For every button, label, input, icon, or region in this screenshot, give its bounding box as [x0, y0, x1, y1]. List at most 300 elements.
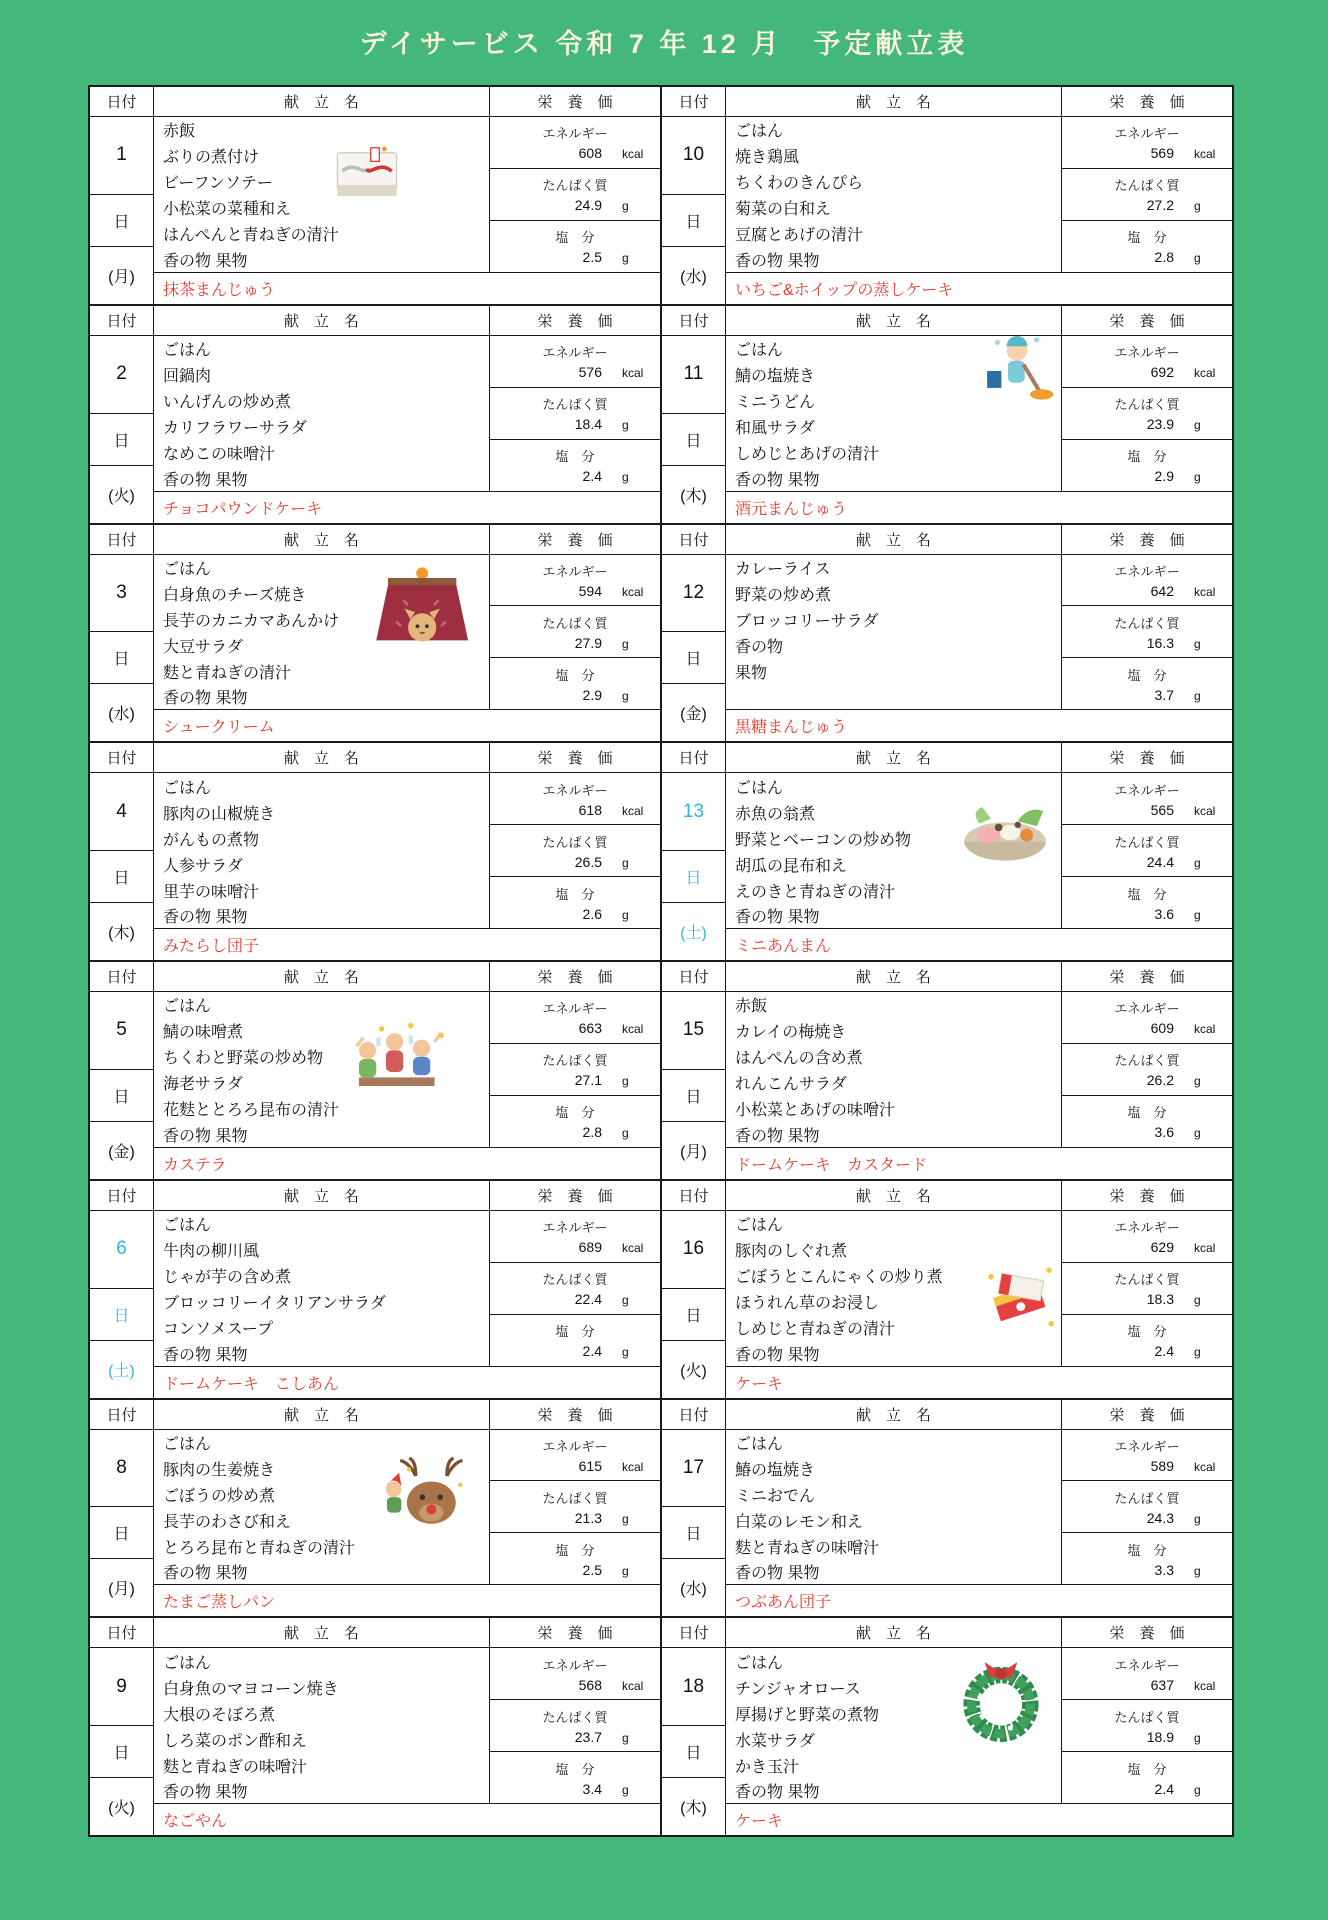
salt-cell-value: [1062, 1781, 1232, 1797]
salt-cell-unit: g: [1194, 470, 1201, 485]
menu-item: 豆腐とあげの清汁: [726, 221, 1062, 247]
protein-cell-label: たんぱく質: [1114, 1272, 1180, 1288]
salt-cell-value: [1062, 249, 1232, 265]
salt-cell-number: 2.4: [1154, 1780, 1174, 1797]
protein-cell-label: たんぱく質: [1114, 397, 1180, 413]
nutrition-column-header: 栄 養 価: [1062, 1618, 1232, 1648]
date-weekday: (金): [90, 1122, 154, 1179]
salt-cell-unit: g: [622, 1126, 629, 1141]
menu-item: ごはん: [154, 773, 490, 799]
salt-cell-number: 2.8: [1154, 249, 1174, 266]
salt-cell: [490, 221, 660, 273]
date-number: 15: [662, 992, 726, 1070]
menu-item: 小松菜の菜種和え: [154, 195, 490, 221]
salt-cell-unit: g: [1194, 1563, 1201, 1578]
protein-cell-label: たんぱく質: [1114, 1709, 1180, 1725]
energy-cell-number: 608: [578, 145, 602, 162]
protein-cell-value: [1062, 197, 1232, 213]
menu-item: 香の物 果物: [726, 1122, 1062, 1148]
energy-cell-value: [490, 145, 660, 161]
menu-item: はんぺんと青ねぎの清汁: [154, 221, 490, 247]
nutrition-column-header: 栄 養 価: [490, 87, 660, 117]
date-column-header: 日付: [90, 1618, 154, 1648]
menu-item: ミニおでん: [726, 1481, 1062, 1507]
menu-item: ごはん: [726, 117, 1062, 143]
date-day-suffix: 日: [90, 851, 154, 903]
protein-cell-value: [1062, 854, 1232, 870]
energy-cell-value: [1062, 1020, 1232, 1036]
salt-cell-number: 2.9: [582, 686, 602, 703]
dessert-item: カステラ: [163, 1156, 227, 1174]
date-column-header: 日付: [662, 306, 726, 336]
energy-cell-number: 589: [1150, 1457, 1174, 1474]
protein-cell-unit: g: [1194, 1074, 1201, 1089]
energy-cell: [1062, 336, 1232, 388]
energy-cell-value: [1062, 145, 1232, 161]
date-day-suffix: 日: [662, 632, 726, 684]
salt-cell-value: [1062, 906, 1232, 922]
salt-cell: [490, 1533, 660, 1585]
protein-cell: [490, 1481, 660, 1533]
salt-cell-number: 3.4: [582, 1780, 602, 1797]
energy-cell-value: [1062, 802, 1232, 818]
energy-cell-label: エネルギー: [1114, 563, 1180, 579]
energy-cell-value: [1062, 1458, 1232, 1474]
energy-cell: [490, 992, 660, 1044]
salt-cell-unit: g: [622, 470, 629, 485]
date-number: 18: [662, 1648, 726, 1726]
energy-cell-label: エネルギー: [542, 345, 608, 361]
menu-item: 麩と青ねぎの味噌汁: [726, 1533, 1062, 1559]
protein-cell-value: [1062, 1291, 1232, 1307]
menu-item: ごはん: [154, 1430, 490, 1456]
protein-cell: [1062, 1263, 1232, 1315]
date-day-suffix: 日: [662, 414, 726, 466]
salt-cell: [1062, 440, 1232, 492]
menu-card-day-2: [89, 305, 661, 524]
date-day-suffix: 日: [90, 1289, 154, 1341]
energy-cell-label: エネルギー: [1114, 1220, 1180, 1236]
menu-card-day-18: [661, 1617, 1233, 1836]
date-number: 5: [90, 992, 154, 1070]
energy-cell-unit: kcal: [1194, 1459, 1216, 1474]
menu-item: 菊菜の白和え: [726, 195, 1062, 221]
menu-item: 香の物 果物: [726, 1559, 1062, 1585]
energy-cell-label: エネルギー: [1114, 1657, 1180, 1673]
energy-cell-unit: kcal: [622, 1241, 644, 1256]
date-number: 4: [90, 773, 154, 851]
salt-cell-number: 2.5: [582, 1561, 602, 1578]
menu-item: 和風サラダ: [726, 414, 1062, 440]
menu-item: ごはん: [726, 1430, 1062, 1456]
menu-item: 里芋の味噌汁: [154, 877, 490, 903]
salt-cell-number: 2.4: [582, 1343, 602, 1360]
menu-item: ごはん: [726, 773, 1062, 799]
protein-cell-number: 27.2: [1146, 197, 1174, 214]
protein-cell-number: 16.3: [1146, 634, 1174, 651]
date-number: 12: [662, 555, 726, 633]
energy-cell-number: 594: [578, 582, 602, 599]
energy-cell-number: 609: [1150, 1020, 1174, 1037]
salt-cell-unit: g: [622, 251, 629, 266]
salt-cell-unit: g: [622, 907, 629, 922]
nutrition-column-header: 栄 養 価: [1062, 87, 1232, 117]
protein-cell-label: たんぱく質: [542, 1053, 608, 1069]
protein-cell-label: たんぱく質: [542, 834, 608, 850]
energy-cell-number: 568: [578, 1676, 602, 1693]
menu-card-day-13: [661, 742, 1233, 961]
protein-cell-value: [1062, 1072, 1232, 1088]
menu-item: ごぼうとこんにゃくの炒り煮: [726, 1263, 1062, 1289]
protein-cell-unit: g: [1194, 418, 1201, 433]
energy-cell-number: 689: [578, 1239, 602, 1256]
energy-cell: [1062, 555, 1232, 607]
date-day-suffix: 日: [90, 1507, 154, 1559]
protein-cell-number: 27.9: [574, 634, 602, 651]
salt-cell-unit: g: [622, 1782, 629, 1797]
menu-card-day-5: [89, 961, 661, 1180]
protein-cell-label: たんぱく質: [1114, 615, 1180, 631]
date-number: 2: [90, 336, 154, 414]
salt-cell-label: 塩 分: [1127, 667, 1167, 683]
menu-item: 人参サラダ: [154, 851, 490, 877]
salt-cell: [490, 877, 660, 929]
salt-cell-unit: g: [622, 688, 629, 703]
menu-item: 大根のそぼろ煮: [154, 1700, 490, 1726]
energy-cell-number: 565: [1150, 801, 1174, 818]
menu-column-header: 献 立 名: [726, 306, 1062, 336]
menu-item: ごはん: [154, 992, 490, 1018]
protein-cell: [490, 1263, 660, 1315]
date-number: 9: [90, 1648, 154, 1726]
menu-item: ちくわと野菜の炒め物: [154, 1044, 490, 1070]
energy-cell-label: エネルギー: [542, 1220, 608, 1236]
protein-cell: [490, 388, 660, 440]
date-weekday: (水): [90, 684, 154, 741]
menu-item: ごはん: [726, 1211, 1062, 1237]
salt-cell-label: 塩 分: [1127, 886, 1167, 902]
date-weekday: (月): [90, 247, 154, 304]
menu-card-day-3: [89, 524, 661, 743]
date-weekday: (月): [662, 1122, 726, 1179]
protein-cell-unit: g: [1194, 855, 1201, 870]
protein-cell-number: 26.2: [1146, 1072, 1174, 1089]
menu-item: 白身魚のマヨコーン焼き: [154, 1674, 490, 1700]
date-weekday: (木): [90, 903, 154, 960]
salt-cell-value: [490, 1124, 660, 1140]
salt-cell-number: 2.9: [1154, 468, 1174, 485]
salt-cell-value: [1062, 1124, 1232, 1140]
menu-card-day-9: [89, 1617, 661, 1836]
menu-card-day-8: [89, 1399, 661, 1618]
dessert-item: なごやん: [163, 1813, 228, 1830]
date-weekday: (木): [662, 1778, 726, 1835]
salt-cell-value: [1062, 468, 1232, 484]
protein-cell-label: たんぱく質: [1114, 834, 1180, 850]
menu-item: 麩と青ねぎの清汁: [154, 658, 490, 684]
salt-cell-unit: g: [1194, 1782, 1201, 1797]
dessert-item: みたらし団子: [163, 938, 260, 955]
energy-cell-value: [1062, 364, 1232, 380]
salt-cell: [490, 1096, 660, 1148]
energy-cell-value: [1062, 583, 1232, 599]
energy-cell-number: 629: [1150, 1239, 1174, 1256]
salt-cell-value: [490, 249, 660, 265]
salt-cell: [490, 658, 660, 710]
salt-cell-label: 塩 分: [1127, 1105, 1167, 1121]
protein-cell-unit: g: [622, 1511, 629, 1526]
energy-cell-value: [490, 1020, 660, 1036]
dessert-item: ミニあんまん: [735, 938, 832, 955]
menu-item: れんこんサラダ: [726, 1070, 1062, 1096]
menu-card-day-15: [661, 961, 1233, 1180]
protein-cell-label: たんぱく質: [542, 1272, 608, 1288]
salt-cell-number: 2.8: [582, 1124, 602, 1141]
menu-item: なめこの味噌汁: [154, 440, 490, 466]
salt-cell-number: 3.3: [1154, 1561, 1174, 1578]
energy-cell-label: エネルギー: [542, 782, 608, 798]
date-number: 3: [90, 555, 154, 633]
protein-cell-number: 24.3: [1146, 1509, 1174, 1526]
protein-cell-value: [490, 1291, 660, 1307]
salt-cell: [1062, 1752, 1232, 1804]
salt-cell-number: 3.6: [1154, 905, 1174, 922]
menu-item: 豚肉の生姜焼き: [154, 1455, 490, 1481]
salt-cell: [490, 1315, 660, 1367]
energy-cell-unit: kcal: [1194, 1022, 1216, 1037]
menu-item: 焼き鶏風: [726, 143, 1062, 169]
protein-cell-value: [490, 416, 660, 432]
dessert-item: ドームケーキ カスタード: [735, 1156, 928, 1174]
salt-cell-number: 2.5: [582, 249, 602, 266]
menu-item: 白菜のレモン和え: [726, 1507, 1062, 1533]
protein-cell-unit: g: [1194, 636, 1201, 651]
protein-cell-number: 21.3: [574, 1509, 602, 1526]
menu-item: 厚揚げと野菜の煮物: [726, 1700, 1062, 1726]
protein-cell-label: たんぱく質: [542, 615, 608, 631]
energy-cell: [1062, 992, 1232, 1044]
salt-cell-number: 2.6: [582, 905, 602, 922]
salt-cell: [1062, 221, 1232, 273]
salt-cell-number: 2.4: [582, 468, 602, 485]
date-weekday: (木): [662, 466, 726, 523]
protein-cell-value: [490, 1729, 660, 1745]
protein-cell-unit: g: [1194, 1293, 1201, 1308]
menu-item: 香の物 果物: [726, 1341, 1062, 1367]
protein-cell-label: たんぱく質: [542, 397, 608, 413]
nutrition-column-header: 栄 養 価: [1062, 525, 1232, 555]
salt-cell-label: 塩 分: [555, 1542, 595, 1558]
date-column-header: 日付: [90, 962, 154, 992]
menu-item: 香の物 果物: [154, 1778, 490, 1804]
protein-cell-value: [1062, 1510, 1232, 1526]
nutrition-column-header: 栄 養 価: [490, 1181, 660, 1211]
menu-item: 香の物 果物: [726, 1778, 1062, 1804]
protein-cell-unit: g: [622, 636, 629, 651]
date-day-suffix: 日: [90, 195, 154, 247]
menu-item: しめじと青ねぎの清汁: [726, 1315, 1062, 1341]
salt-cell-label: 塩 分: [1127, 1761, 1167, 1777]
dessert-item: チョコパウンドケーキ: [163, 500, 323, 518]
menu-item: 長芋のわさび和え: [154, 1507, 490, 1533]
menu-item: 赤飯: [726, 992, 1062, 1018]
menu-item: しろ菜のポン酢和え: [154, 1726, 490, 1752]
menu-item: 水菜サラダ: [726, 1726, 1062, 1752]
energy-cell-value: [490, 364, 660, 380]
dessert-item: 抹茶まんじゅう: [163, 281, 276, 299]
menu-item: ブロッコリーイタリアンサラダ: [154, 1289, 490, 1315]
date-day-suffix: 日: [662, 1289, 726, 1341]
menu-column-header: 献 立 名: [154, 1181, 490, 1211]
protein-cell-unit: g: [1194, 199, 1201, 214]
menu-column-header: 献 立 名: [154, 87, 490, 117]
dessert-item: ケーキ: [735, 1375, 784, 1393]
date-column-header: 日付: [662, 743, 726, 773]
energy-cell-value: [490, 1458, 660, 1474]
energy-cell-unit: kcal: [622, 366, 644, 381]
date-weekday: (土): [662, 903, 726, 960]
nutrition-column-header: 栄 養 価: [490, 1618, 660, 1648]
protein-cell: [1062, 1044, 1232, 1096]
menu-item: 鰆の塩焼き: [726, 1455, 1062, 1481]
protein-cell-value: [490, 635, 660, 651]
energy-cell: [490, 1648, 660, 1700]
energy-cell: [490, 555, 660, 607]
energy-cell-unit: kcal: [1194, 584, 1216, 599]
salt-cell-label: 塩 分: [1127, 449, 1167, 465]
menu-item: しめじとあげの清汁: [726, 440, 1062, 466]
date-weekday: (土): [90, 1341, 154, 1398]
menu-item: [726, 684, 1062, 710]
protein-cell-unit: g: [622, 1074, 629, 1089]
energy-cell-label: エネルギー: [1114, 126, 1180, 142]
menu-item: ミニうどん: [726, 388, 1062, 414]
date-column-header: 日付: [90, 87, 154, 117]
menu-item: 香の物 果物: [154, 247, 490, 273]
energy-cell: [490, 336, 660, 388]
date-day-suffix: 日: [662, 195, 726, 247]
menu-item: 野菜とベーコンの炒め物: [726, 825, 1062, 851]
menu-column-header: 献 立 名: [154, 1400, 490, 1430]
date-weekday: (火): [662, 1341, 726, 1398]
menu-item: 香の物 果物: [154, 684, 490, 710]
date-weekday: (火): [90, 466, 154, 523]
date-day-suffix: 日: [90, 632, 154, 684]
energy-cell-unit: kcal: [1194, 1241, 1216, 1256]
date-number: 11: [662, 336, 726, 414]
nutrition-column-header: 栄 養 価: [1062, 306, 1232, 336]
date-weekday: (金): [662, 684, 726, 741]
date-column-header: 日付: [90, 1181, 154, 1211]
protein-cell: [490, 825, 660, 877]
energy-cell-number: 663: [578, 1020, 602, 1037]
date-number: 13: [662, 773, 726, 851]
salt-cell-unit: g: [622, 1563, 629, 1578]
energy-cell-value: [490, 1677, 660, 1693]
energy-cell-label: エネルギー: [1114, 1438, 1180, 1454]
protein-cell-unit: g: [622, 418, 629, 433]
energy-cell: [490, 1430, 660, 1482]
salt-cell: [1062, 658, 1232, 710]
date-day-suffix: 日: [90, 1726, 154, 1778]
energy-cell: [490, 117, 660, 169]
menu-item: 果物: [726, 658, 1062, 684]
dessert-item: つぶあん団子: [735, 1594, 832, 1612]
menu-column-header: 献 立 名: [154, 962, 490, 992]
menu-column-header: 献 立 名: [154, 1618, 490, 1648]
menu-item: 香の物 果物: [726, 903, 1062, 929]
protein-cell-value: [1062, 416, 1232, 432]
menu-item: 香の物 果物: [726, 466, 1062, 492]
menu-table: [88, 85, 1234, 1837]
date-weekday: (月): [90, 1559, 154, 1616]
menu-column-header: 献 立 名: [726, 1400, 1062, 1430]
menu-item: ブロッコリーサラダ: [726, 606, 1062, 632]
salt-cell-label: 塩 分: [555, 1324, 595, 1340]
menu-item: ごはん: [154, 336, 490, 362]
date-number: 16: [662, 1211, 726, 1289]
menu-item: ビーフンソテー: [154, 169, 490, 195]
menu-card-day-17: [661, 1399, 1233, 1618]
menu-item: ごはん: [726, 336, 1062, 362]
menu-card-day-1: [89, 86, 661, 305]
menu-item: 野菜の炒め煮: [726, 580, 1062, 606]
menu-column-header: 献 立 名: [726, 87, 1062, 117]
energy-cell-label: エネルギー: [542, 563, 608, 579]
protein-cell: [1062, 1700, 1232, 1752]
menu-column-header: 献 立 名: [726, 525, 1062, 555]
menu-item: ごはん: [726, 1648, 1062, 1674]
date-weekday: (水): [662, 1559, 726, 1616]
protein-cell: [490, 606, 660, 658]
date-column-header: 日付: [662, 1181, 726, 1211]
menu-item: ごはん: [154, 1211, 490, 1237]
date-weekday: (火): [90, 1778, 154, 1835]
salt-cell-label: 塩 分: [1127, 1542, 1167, 1558]
energy-cell-unit: kcal: [622, 1678, 644, 1693]
protein-cell-value: [490, 1072, 660, 1088]
energy-cell-unit: kcal: [1194, 147, 1216, 162]
menu-item: ごはん: [154, 1648, 490, 1674]
menu-column-header: 献 立 名: [726, 1181, 1062, 1211]
protein-cell-label: たんぱく質: [542, 1490, 608, 1506]
nutrition-column-header: 栄 養 価: [490, 1400, 660, 1430]
protein-cell: [490, 169, 660, 221]
dessert-item: いちご&ホイップの蒸しケーキ: [735, 281, 954, 299]
date-column-header: 日付: [90, 1400, 154, 1430]
menu-item: 赤魚の翁煮: [726, 799, 1062, 825]
salt-cell-label: 塩 分: [555, 449, 595, 465]
nutrition-column-header: 栄 養 価: [490, 306, 660, 336]
date-column-header: 日付: [662, 962, 726, 992]
energy-cell-number: 692: [1150, 364, 1174, 381]
energy-cell: [490, 1211, 660, 1263]
energy-cell-number: 618: [578, 801, 602, 818]
menu-item: 大豆サラダ: [154, 632, 490, 658]
salt-cell-value: [1062, 687, 1232, 703]
salt-cell-value: [490, 468, 660, 484]
menu-item: 香の物 果物: [154, 1559, 490, 1585]
date-weekday: (水): [662, 247, 726, 304]
salt-cell-label: 塩 分: [555, 230, 595, 246]
energy-cell-unit: kcal: [622, 147, 644, 162]
salt-cell-value: [490, 906, 660, 922]
menu-item: 花麩ととろろ昆布の清汁: [154, 1096, 490, 1122]
dessert-item: 黒糖まんじゅう: [735, 719, 848, 737]
date-column-header: 日付: [662, 525, 726, 555]
menu-item: カリフラワーサラダ: [154, 414, 490, 440]
protein-cell-unit: g: [1194, 1511, 1201, 1526]
